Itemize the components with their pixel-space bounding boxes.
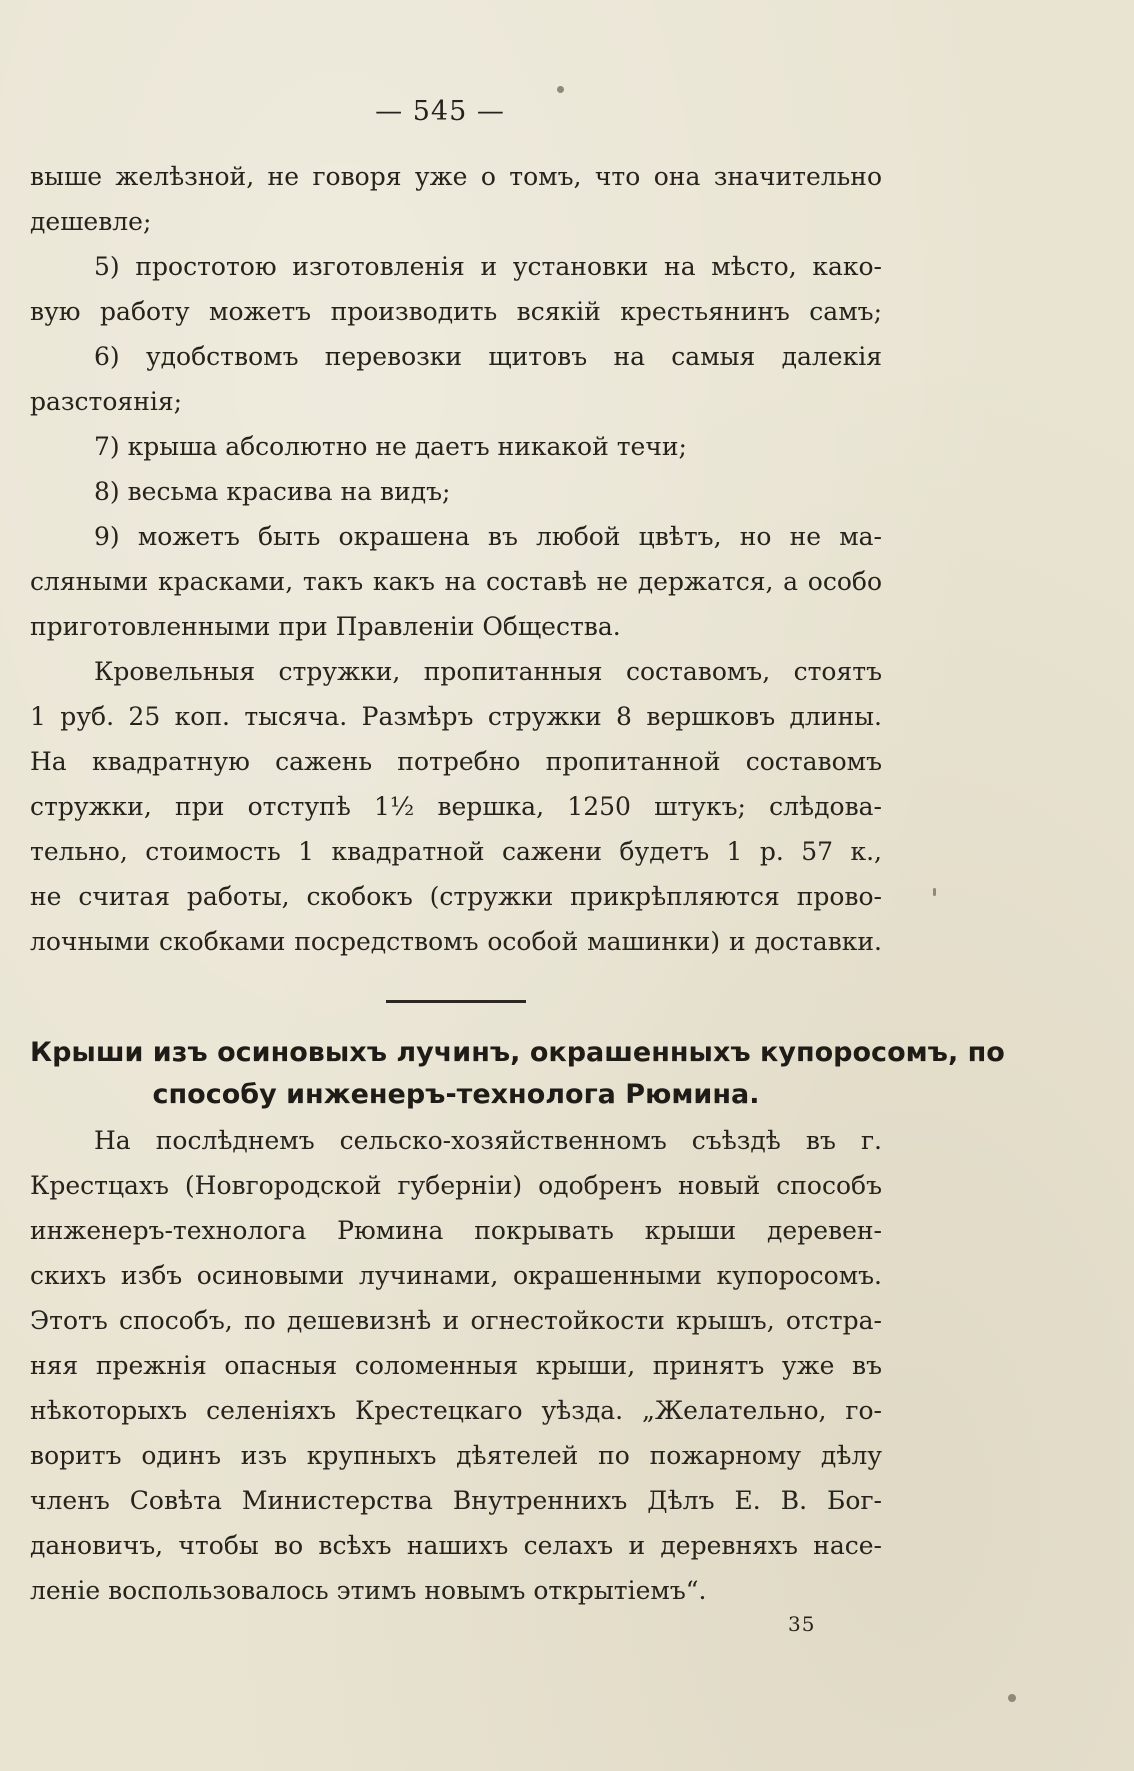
paper-speck xyxy=(1008,1694,1016,1702)
paper-speck xyxy=(557,86,564,93)
text-line: тельно, стоимость 1 квадратной сажени будетъ 1 р. 57 к., xyxy=(30,837,882,866)
paper-speck xyxy=(933,888,936,896)
text-line: стружки, при отступѣ 1½ вершка, 1250 штукъ; слѣдова- xyxy=(30,792,882,821)
text-line: Крестцахъ (Новгородской губерніи) одобренъ новый способъ xyxy=(30,1171,882,1200)
text-line: 1 руб. 25 коп. тысяча. Размѣръ стружки 8 вершковъ длины. xyxy=(30,702,882,731)
heading-line: способу инженеръ-технолога Рюмина. xyxy=(152,1079,760,1110)
text-line: 7) крыша абсолютно не даетъ никакой течи; xyxy=(94,432,687,461)
text-line: разстоянія; xyxy=(30,387,183,416)
text-line: леніе воспользовалось этимъ новымъ открытіемъ“. xyxy=(30,1576,707,1605)
text-line: сляными красками, такъ какъ на составѣ не держатся, а особо xyxy=(30,567,882,596)
page-number: — 545 — xyxy=(375,96,505,127)
text-line: нѣкоторыхъ селеніяхъ Крестецкаго уѣзда. „Желательно, го- xyxy=(30,1396,882,1425)
section-heading xyxy=(30,1032,1005,1116)
text-line: няя прежнія опасныя соломенныя крыши, принятъ уже въ xyxy=(30,1351,882,1380)
text-line: дановичъ, чтобы во всѣхъ нашихъ селахъ и деревняхъ насе- xyxy=(30,1531,882,1560)
paragraph-list-items xyxy=(30,154,882,964)
text-line: Этотъ способъ, по дешевизнѣ и огнестойкости крышъ, отстра- xyxy=(30,1306,882,1335)
text-line: 6) удобствомъ перевозки щитовъ на самыя далекія xyxy=(94,342,882,371)
text-line: скихъ избъ осиновыми лучинами, окрашенными купоросомъ. xyxy=(30,1261,882,1290)
text-line: инженеръ-технолога Рюмина покрывать крыши деревен- xyxy=(30,1216,882,1245)
text-line: лочными скобками посредствомъ особой машинки) и доставки. xyxy=(30,927,882,956)
text-line: вую работу можетъ производить всякій крестьянинъ самъ; xyxy=(30,297,882,326)
text-line: приготовленными при Правленіи Общества. xyxy=(30,612,621,641)
text-line: членъ Совѣта Министерства Внутреннихъ Дѣлъ Е. В. Бог- xyxy=(30,1486,882,1515)
text-line: Кровельныя стружки, пропитанныя составомъ, стоятъ xyxy=(94,657,882,686)
text-line: 9) можетъ быть окрашена въ любой цвѣтъ, но не ма- xyxy=(94,522,882,551)
text-line: не считая работы, скобокъ (стружки прикрѣпляются прово- xyxy=(30,882,882,911)
heading-line: Крыши изъ осиновыхъ лучинъ, окрашенныхъ купоросомъ, по xyxy=(30,1037,1005,1068)
paragraph-rumin-method xyxy=(30,1118,882,1613)
text-line: На послѣднемъ сельско-хозяйственномъ съѣздѣ въ г. xyxy=(94,1126,882,1155)
text-line: выше желѣзной, не говоря уже о томъ, что она значительно xyxy=(30,162,882,191)
section-divider xyxy=(386,1000,526,1003)
text-line: воритъ одинъ изъ крупныхъ дѣятелей по пожарному дѣлу xyxy=(30,1441,882,1470)
signature-mark: 35 xyxy=(788,1612,816,1636)
text-line: дешевле; xyxy=(30,207,152,236)
text-line: 5) простотою изготовленія и установки на мѣсто, како- xyxy=(94,252,882,281)
text-line: 8) весьма красива на видъ; xyxy=(94,477,451,506)
text-line: На квадратную сажень потребно пропитанной составомъ xyxy=(30,747,882,776)
